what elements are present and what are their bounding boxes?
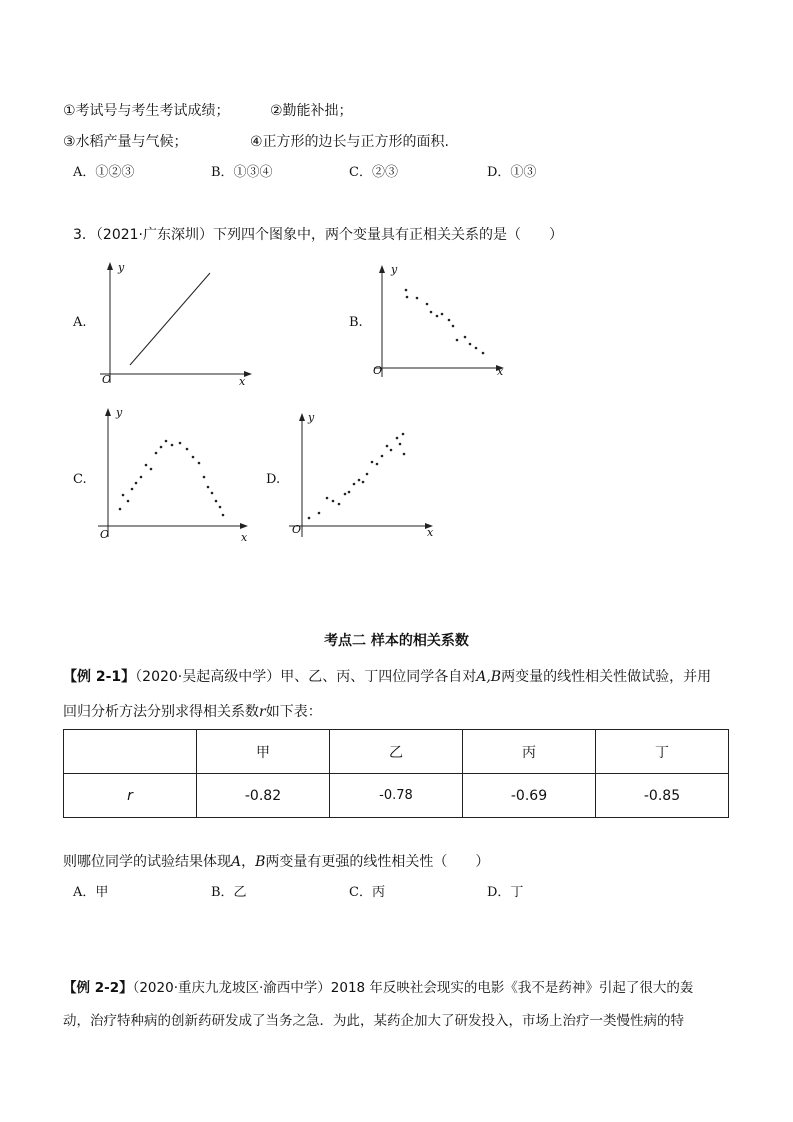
table-header-jia: 甲 (197, 730, 330, 774)
question-sep: ， (241, 854, 256, 870)
graph-a-origin: O (102, 373, 112, 386)
graph-b-scatter-negative (370, 262, 505, 382)
graph-a-label[interactable]: A. (73, 315, 87, 330)
q2-option-a[interactable]: A．①②③ (73, 165, 135, 180)
variables-ab: A,B (476, 669, 502, 685)
graph-c-y-label: y (116, 406, 123, 419)
item-2: ②勤能补拙； (270, 103, 353, 119)
graph-a-y-label: y (118, 261, 125, 274)
section-title: 考点二 样本的相关系数 (324, 633, 469, 649)
r-symbol: r (259, 704, 266, 720)
table-header-yi: 乙 (330, 730, 463, 774)
graph-d-label[interactable]: D. (266, 472, 281, 487)
example-2-1-tag: 【例 2-1】 (63, 669, 136, 685)
graph-c-x-label: x (241, 531, 248, 544)
example-2-1-line2-b: 如下表： (265, 704, 322, 720)
ex21-option-c[interactable]: C．丙 (349, 885, 385, 900)
graph-b-origin: O (373, 364, 383, 377)
graph-b-label[interactable]: B. (349, 315, 363, 330)
q2-option-c[interactable]: C．②③ (349, 165, 398, 180)
table-row-label: r (64, 774, 197, 818)
graph-d-scatter-positive (287, 410, 437, 540)
example-2-1-stem-b: 两变量的线性相关性做试验，并用 (501, 669, 712, 685)
graph-c-origin: O (100, 528, 110, 541)
table-cell-jia: -0.82 (197, 774, 330, 818)
question-text-a: 则哪位同学的试验结果体现 (63, 854, 231, 870)
table-header-bing: 丙 (463, 730, 596, 774)
example-2-1-line2 (63, 702, 322, 722)
ex21-option-d[interactable]: D．丁 (487, 885, 524, 900)
item-1: ①考试号与考生考试成绩； (63, 103, 230, 119)
q2-option-b[interactable]: B．①③④ (211, 165, 273, 180)
table-cell-ding: -0.85 (596, 774, 729, 818)
graph-d-y-label: y (308, 411, 315, 424)
example-2-1-line2-a: 回归分析方法分别求得相关系数 (63, 704, 259, 720)
example-2-1-question (63, 852, 489, 872)
graph-b-x-label: x (497, 365, 504, 378)
q3-stem: 3．（2021·广东深圳）下列四个图象中，两个变量具有正相关关系的是（ ） (73, 227, 563, 243)
graph-a-linear-positive (90, 258, 255, 388)
example-2-2-line1 (63, 978, 693, 998)
correlation-table (63, 729, 729, 818)
var-b: B (255, 854, 266, 870)
example-2-2-line2: 动，治疗特种病的创新药研发成了当务之急．为此，某药企加大了研发投入，市场上治疗一类慢性病的特 (63, 1013, 684, 1029)
example-2-1-source: （2020·吴起高级中学）甲、乙、丙、丁四位同学各自对 (135, 669, 477, 685)
ex21-option-b[interactable]: B．乙 (211, 885, 247, 900)
table-cell-yi: -0.78 (330, 774, 463, 818)
item-4: ④正方形的边长与正方形的面积. (250, 134, 450, 150)
var-a: A (231, 854, 242, 870)
table-header-ding: 丁 (596, 730, 729, 774)
q2-option-d[interactable]: D．①③ (487, 165, 537, 180)
graph-c-label[interactable]: C. (73, 472, 87, 487)
example-2-2-tag: 【例 2-2】 (63, 980, 133, 996)
example-2-1-stem (63, 667, 711, 687)
graph-b-y-label: y (391, 263, 398, 276)
table-cell-bing: -0.69 (463, 774, 596, 818)
graph-c-scatter-curve (92, 405, 252, 540)
ex21-option-a[interactable]: A．甲 (73, 885, 109, 900)
table-row (64, 774, 729, 818)
table-header-empty (64, 730, 197, 774)
table-header-row (64, 730, 729, 774)
graph-d-origin: O (292, 523, 302, 536)
question-text-b: 两变量有更强的线性相关性（ ） (265, 854, 490, 870)
example-2-2-text1: （2020·重庆九龙坡区·渝西中学）2018 年反映社会现实的电影《我不是药神》引起了很大的轰 (132, 980, 694, 996)
graph-d-x-label: x (427, 526, 434, 539)
graph-a-x-label: x (239, 375, 246, 388)
item-3: ③水稻产量与气候； (63, 134, 188, 150)
